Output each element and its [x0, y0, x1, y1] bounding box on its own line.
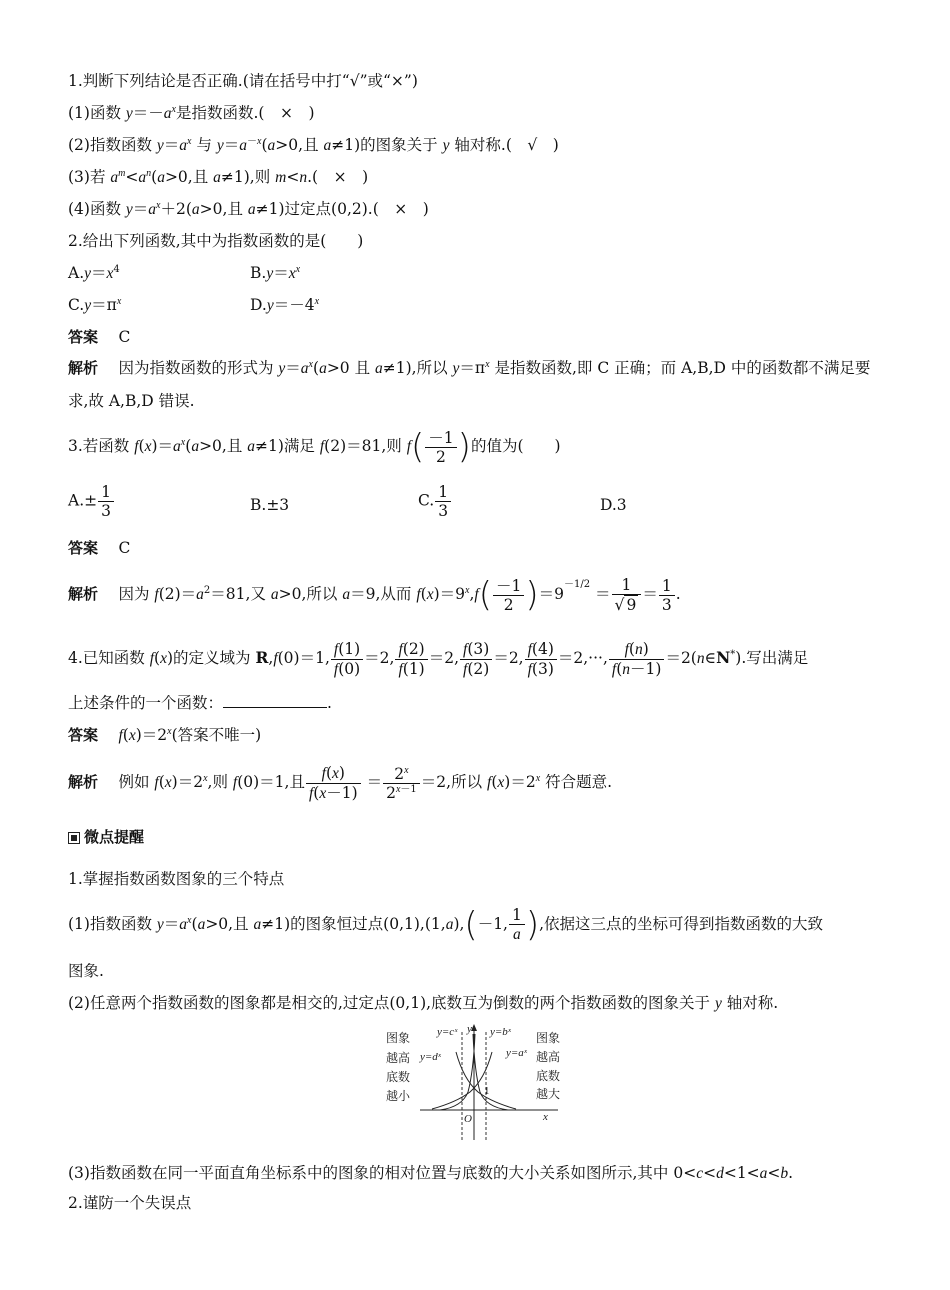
q4-analysis: 解析 例如 $f(x)=2^x$,则 f(0)＝1,且 $\frac{f(x)}{f(x-1)}$ ＝ $\frac{2^x}{2^{x-1}}$ ＝2,所以 $f(x)=2^x$ 符合题意. — [68, 763, 613, 802]
q3-option-c: C. $\frac{1}{3}$ — [418, 483, 452, 520]
label-curve-b: y=bˣ — [490, 1026, 511, 1038]
curve-c — [440, 1034, 475, 1110]
fig-right-label-3: 底数 — [536, 1069, 561, 1083]
q3-title: 3.若函数 $f(x)=a^x(a>0$,且 a≠1)满足 f(2)＝81,则 f( $\frac{-1}{2}$ )的值为( ) — [68, 427, 561, 467]
q1-statement-2: (2)指数函数 $y=a^x$ 与 $y=a^{-x}(a>0$,且 a≠1)的图象关于 y 轴对称.( √ ) — [68, 136, 559, 154]
q4-answer: 答案 $f(x)=2^x$(答案不唯一) — [68, 726, 262, 744]
section-point-2: 2.谨防一个失误点 — [68, 1194, 192, 1212]
q1-mark-2: √ — [527, 136, 538, 154]
q1-mark-4: × — [394, 200, 408, 218]
fig-right-label-4: 越大 — [536, 1087, 561, 1101]
q1-statement-3: (3)若 $a^m<a^n(a>0$,且 a≠1),则 m<n.( × ) — [68, 168, 369, 186]
label-axis-y: y — [467, 1023, 472, 1035]
exponential-graph-figure — [380, 1022, 600, 1146]
label-curve-a: y=aˣ — [506, 1047, 527, 1059]
section-point-1-1: (1)指数函数 $y=a^x(a>0$,且 a≠1)的图象恒过点(0,1),(1,a),(－1, $\frac{1}{a}$ ),依据这三点的坐标可得到指数函数的大致 — [68, 905, 824, 945]
label-curve-c: y=cˣ — [437, 1026, 458, 1038]
section-point-1-3: (3)指数函数在同一平面直角坐标系中的图象的相对位置与底数的大小关系如图所示,其中 0<c<d<1<a<b. — [68, 1164, 794, 1182]
section-point-1: 1.掌握指数函数图象的三个特点 — [68, 870, 285, 888]
q4-answer-blank — [223, 693, 327, 708]
section-marker-icon — [68, 832, 80, 844]
fig-left-label-1: 图象 — [386, 1031, 411, 1045]
q1-mark-1: × — [279, 104, 293, 122]
section-point-1-2: (2)任意两个指数函数的图象都是相交的,过定点(0,1),底数互为倒数的两个指数函数的图象关于 y 轴对称. — [68, 994, 779, 1012]
q3-option-d: D.3 — [600, 496, 627, 514]
q3-option-b: B.±3 — [250, 496, 290, 514]
q1-statement-4: (4)函数 $y=a^x+2(a>0$,且 a≠1)过定点(0,2).( × ) — [68, 200, 429, 218]
q2-option-d: $D.y=-4^x$ — [250, 296, 320, 314]
q2-answer: 答案 C — [68, 328, 131, 346]
fig-right-label-1: 图象 — [536, 1031, 561, 1045]
q2-option-a: $A.y=x^4$ — [68, 264, 120, 282]
curve-b — [473, 1034, 508, 1110]
fig-left-label-3: 底数 — [386, 1070, 411, 1084]
q4-line2: 上述条件的一个函数： . — [68, 694, 332, 712]
fig-left-label-4: 越小 — [386, 1089, 411, 1103]
label-axis-x: x — [543, 1111, 548, 1123]
label-curve-d: y=dˣ — [420, 1051, 441, 1063]
q3-answer: 答案 C — [68, 539, 131, 557]
q1-statement-1: (1)函数 $y=-a^x$是指数函数.( × ) — [68, 104, 315, 122]
q2-option-c: $C.y=\pi^x$ — [68, 296, 122, 314]
q1-mark-3: × — [333, 168, 347, 186]
q3-option-a: A.± $\frac{1}{3}$ — [68, 483, 115, 520]
q2-analysis: 解析 因为指数函数的形式为 $y=a^x(a>0$ 且 a≠1),所以 $y=\pi^x$ 是指数函数,即 C 正确；而 A,B,D 中的函数都不满足要求,故 A,B,D 错误. — [68, 359, 871, 410]
section-point-1-1-end: 图象. — [68, 962, 104, 980]
q3-analysis: 解析 因为 $f(2)=a^2=81$,又 a>0,所以 a＝9,从而 $f(x)=9^x,f$( $\frac{-1}{2}$ )$=9^{-1/2}$ ＝ $\frac{1}{√ 9}$ ＝ $\frac{1}{3}$ . — [68, 575, 681, 615]
q2-title: 2.给出下列函数,其中为指数函数的是( ) — [68, 232, 364, 250]
q2-option-b: $B.y=x^x$ — [250, 264, 301, 282]
section-heading: 微点提醒 — [68, 826, 144, 848]
y-axis-arrow — [471, 1024, 477, 1031]
q1-title: 1.判断下列结论是否正确.(请在括号中打“√”或“×”) — [68, 72, 418, 90]
fig-left-label-2: 越高 — [386, 1051, 411, 1065]
fig-right-label-2: 越高 — [536, 1050, 561, 1064]
q4-title: 4.已知函数 f(x)的定义域为 R,f(0)＝1, $\frac{f(1)}{f(0)}$ ＝2, $\frac{f(2)}{f(1)}$ ＝2, $\frac{f(3)}{f(2)}$ ＝2, $\frac{f(4)}{f(3)}$ ＝2,···, $\frac{f(n)}{f(n-1)}$ ＝2(n∈N*).写出满足 — [68, 639, 809, 678]
label-origin: O — [464, 1113, 472, 1125]
label-one: 1 — [484, 1085, 490, 1097]
